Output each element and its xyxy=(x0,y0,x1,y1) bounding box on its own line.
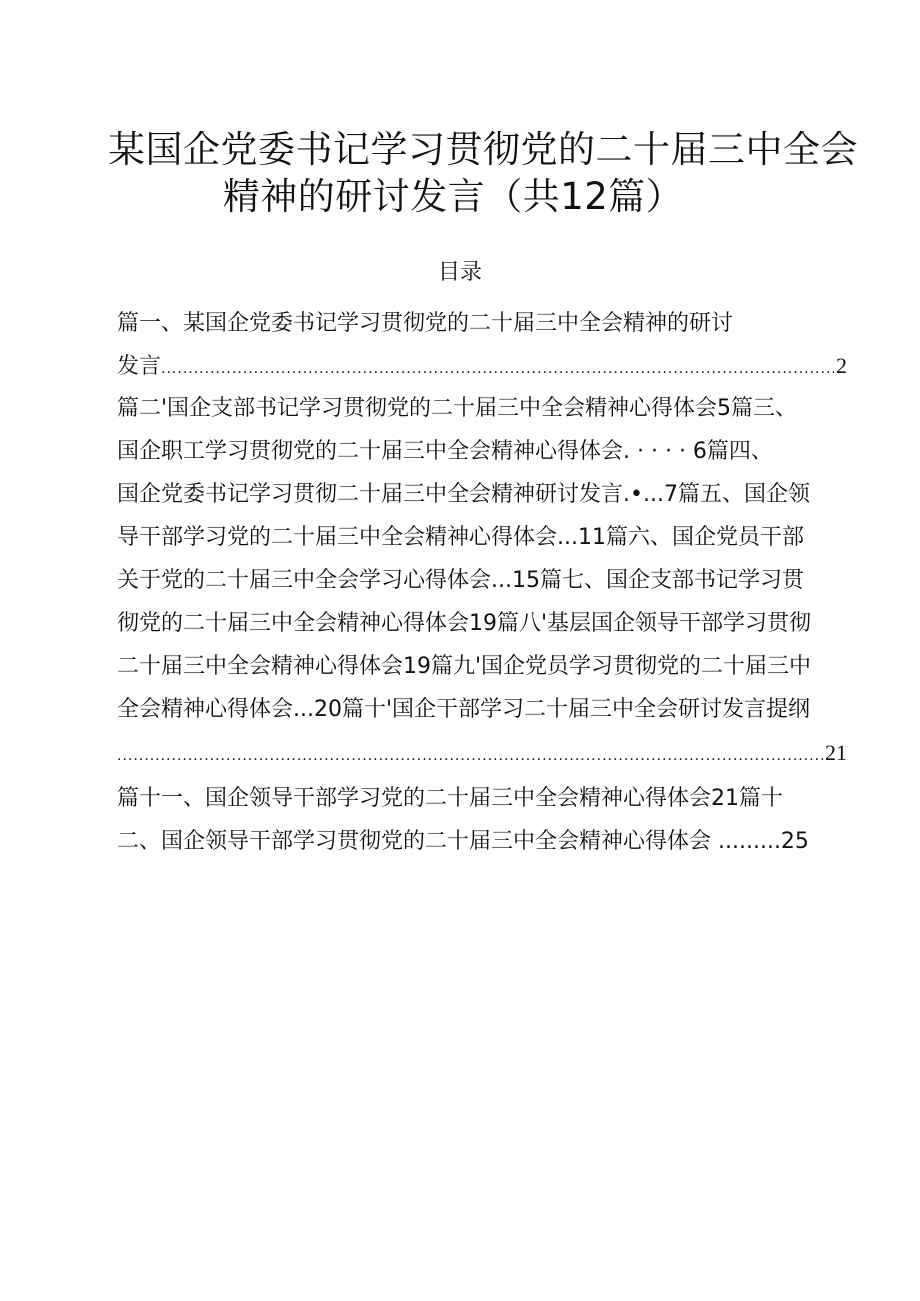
toc-line-3: 篇二'国企支部书记学习贯彻党的二十届三中全会精神心得体会5篇三、 xyxy=(117,396,798,421)
toc-page-number: 2 xyxy=(836,353,847,378)
document-title-line-2: 精神的研讨发言（共12篇） xyxy=(222,175,684,218)
toc-leader-dots xyxy=(117,740,823,772)
toc-line-5: 国企党委书记学习贯彻二十届三中全会精神研讨发言.•...7篇五、国企领 xyxy=(117,482,810,507)
toc-heading: 目录 xyxy=(437,260,482,285)
toc-entry-text: 发言 xyxy=(117,354,162,379)
toc-line-12: 篇十一、国企领导干部学习党的二十届三中全会精神心得体会21篇十 xyxy=(117,786,783,811)
toc-line-10: 全会精神心得体会...20篇十'国企干部学习二十届三中全会研讨发言提纲 xyxy=(117,697,811,722)
toc-line-6: 导干部学习党的二十届三中全会精神心得体会...11篇六、国企党员干部 xyxy=(117,525,804,550)
toc-line-8: 彻党的二十届三中全会精神心得体会19篇八'基层国企领导干部学习贯彻 xyxy=(117,611,812,636)
toc-line-7: 关于党的二十届三中全会学习心得体会...15篇七、国企支部书记学习贯 xyxy=(117,568,804,593)
toc-line-9: 二十届三中全会精神心得体会19篇九'国企党员学习贯彻党的二十届三中 xyxy=(117,654,812,679)
toc-page-number: 21 xyxy=(825,740,847,765)
toc-line-11 xyxy=(117,737,847,772)
toc-line-4: 国企职工学习贯彻党的二十届三中全会精神心得体会. · · · · 6篇四、 xyxy=(117,439,773,464)
toc-line-13: 二、国企领导干部学习贯彻党的二十届三中全会精神心得体会 .........25 xyxy=(117,829,809,854)
toc-leader-dots xyxy=(161,353,834,385)
toc-line-1: 篇一、某国企党委书记学习贯彻党的二十届三中全会精神的研讨 xyxy=(117,311,734,336)
document-title-line-1: 某国企党委书记学习贯彻党的二十届三中全会 xyxy=(108,128,858,171)
toc-line-2 xyxy=(117,350,847,385)
